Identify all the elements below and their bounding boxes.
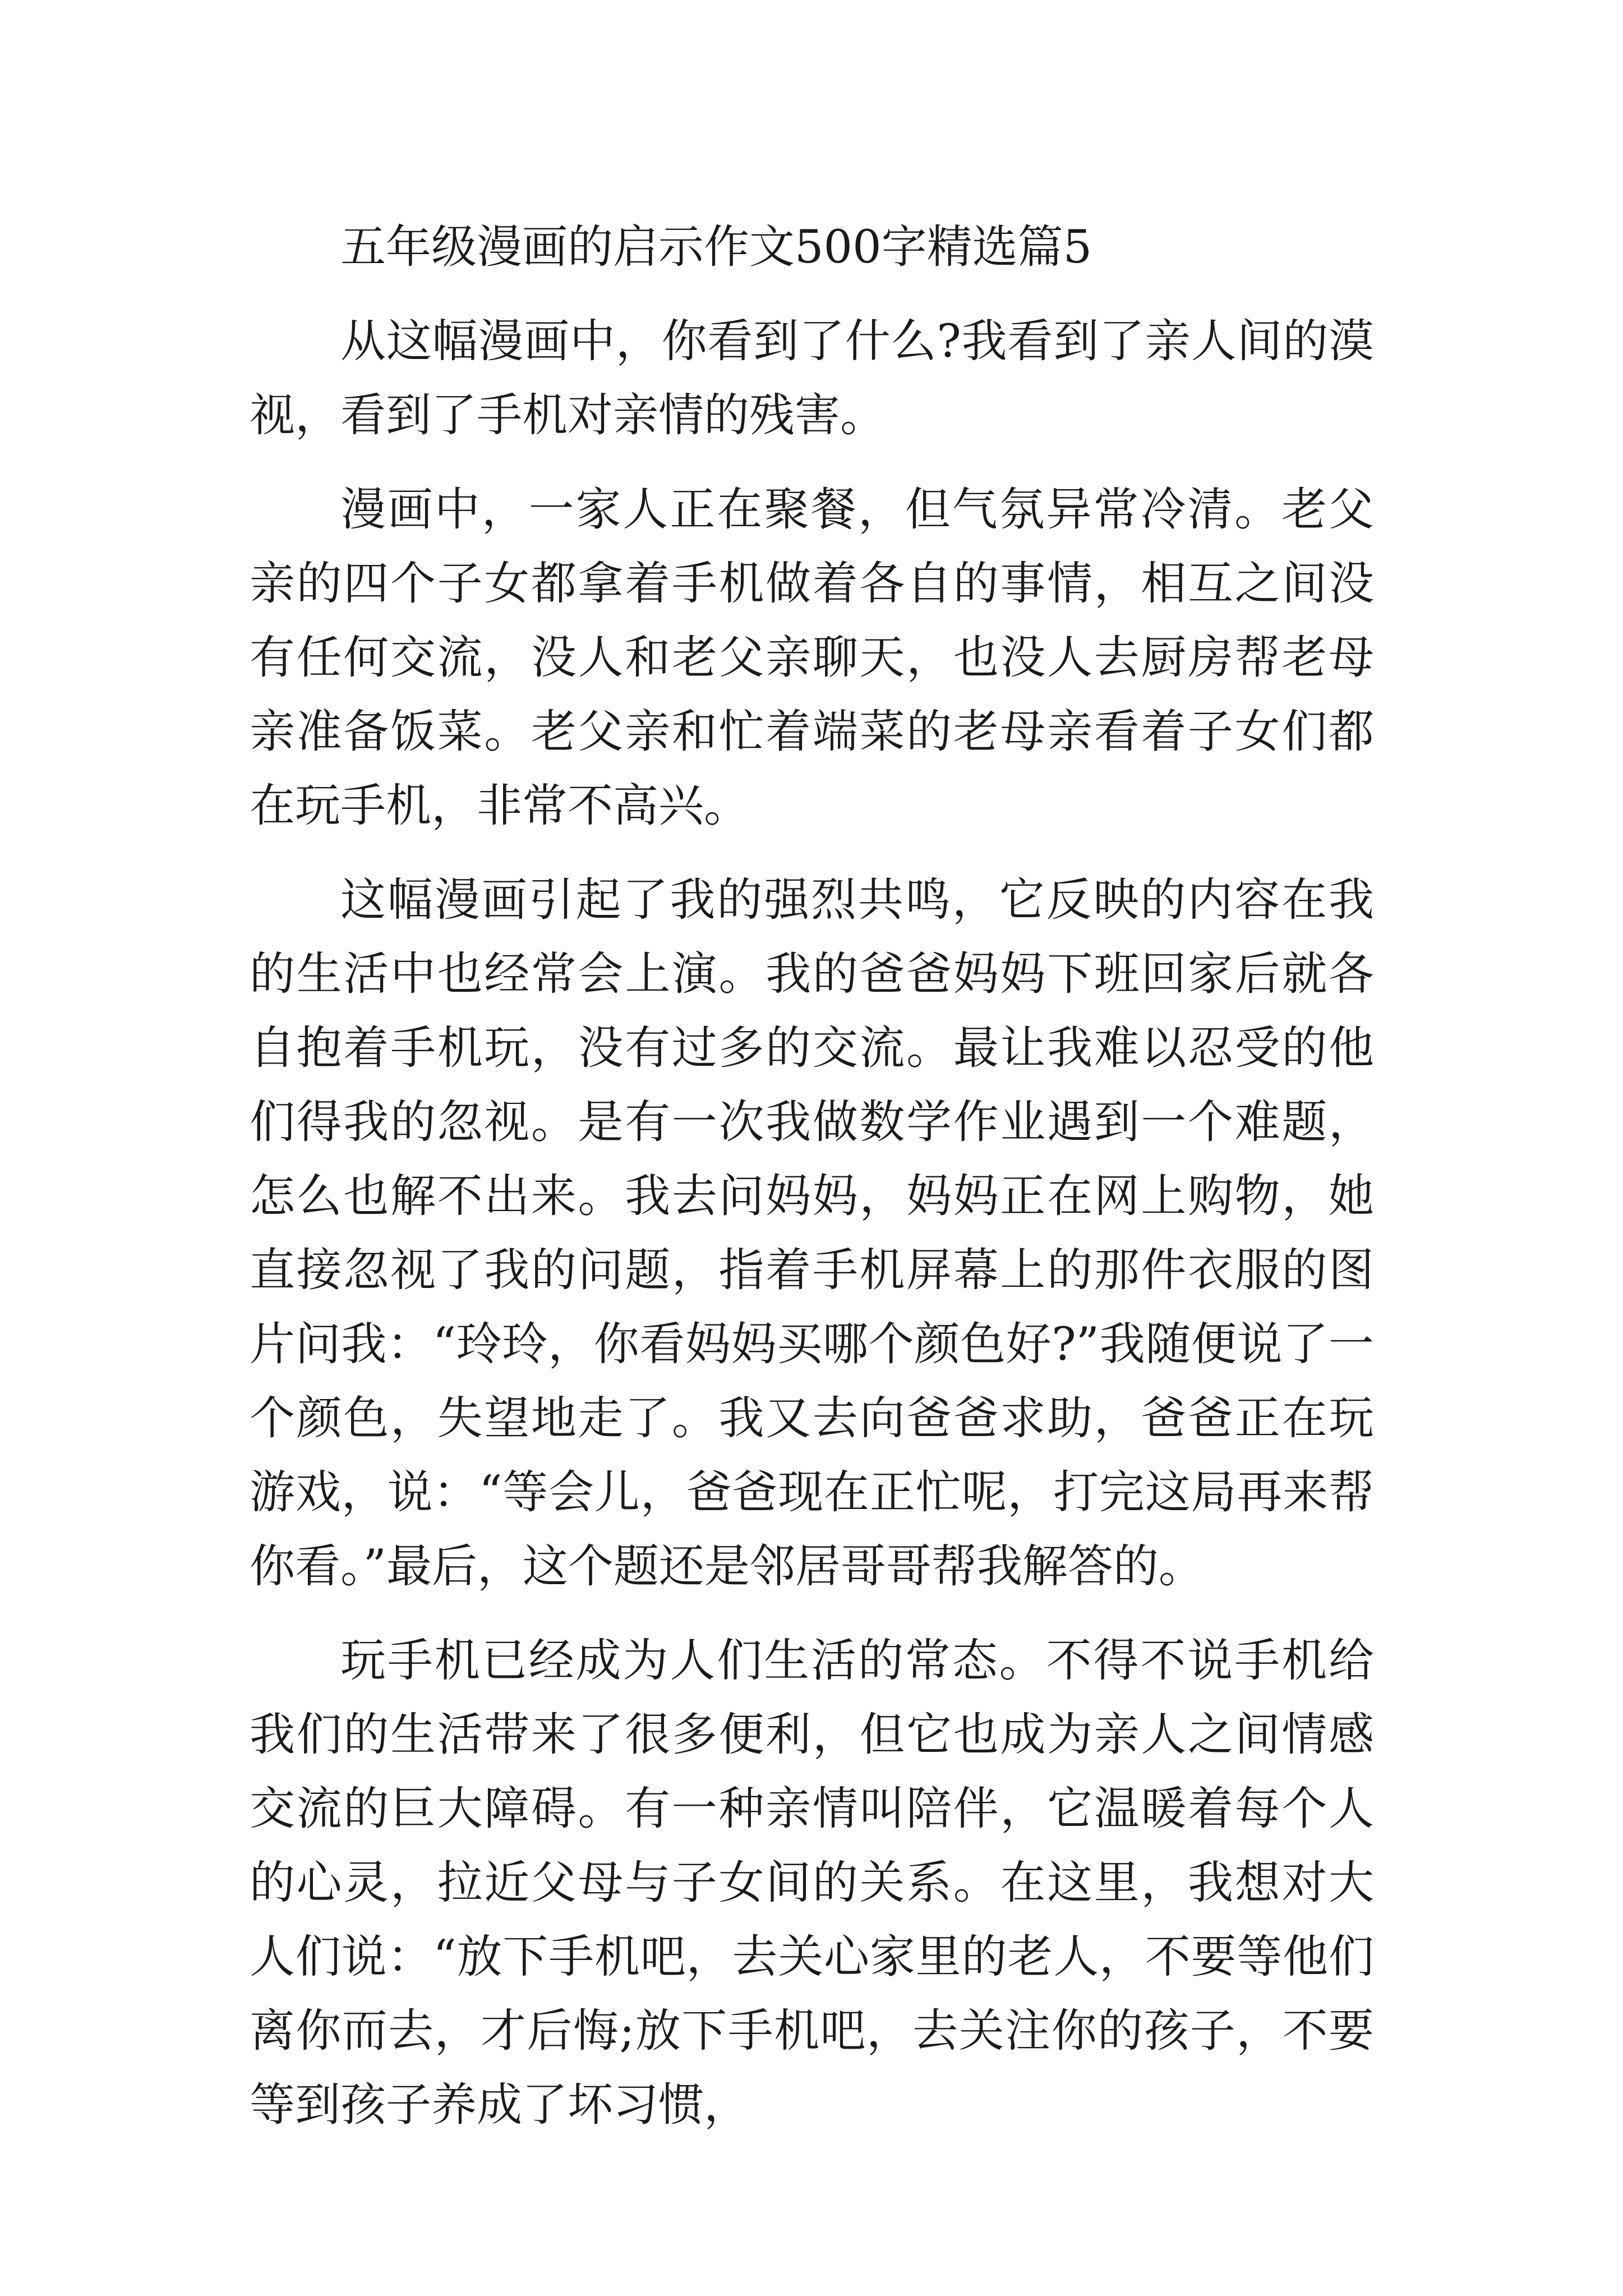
paragraph-1: 从这幅漫画中，你看到了什么?我看到了亲人间的漠视，看到了手机对亲情的残害。 [250,315,1374,442]
paragraph-3: 这幅漫画引起了我的强烈共鸣，它反映的内容在我的生活中也经常会上演。我的爸爸妈妈下班回家后就各自抱着手机玩，没有过多的交流。最让我难以忍受的他们得我的忽视。是有一次我做数学作业遇到一个难题，怎么也解不出来。我去问妈妈，妈妈正在网上购物，她直接忽视了我的问题，指着手机屏幕上的那件衣服的图片问我：“玲玲，你看妈妈买哪个颜色好?”我随便说了一个颜色，失望地走了。我又去向爸爸求助，爸爸正在玩游戏，说：“等会儿，爸爸现在正忙呢，打完这局再来帮你看。”最后，这个题还是邻居哥哥帮我解答的。 [250,874,1374,1593]
paragraph-4: 玩手机已经成为人们生活的常态。不得不说手机给我们的生活带来了很多便利，但它也成为亲人之间情感交流的巨大障碍。有一种亲情叫陪伴，它温暖着每个人的心灵，拉近父母与子女间的关系。在这里，我想对大人们说：“放下手机吧，去关心家里的老人，不要等他们离你而去，才后悔;放下手机吧，去关注你的孩子，不要等到孩子养成了坏习惯， [250,1635,1374,2132]
document-title: 五年级漫画的启示作文500字精选篇5 [340,221,1092,274]
paragraph-2: 漫画中，一家人正在聚餐，但气氛异常冷清。老父亲的四个子女都拿着手机做着各自的事情，相互之间没有任何交流，没人和老父亲聊天，也没人去厨房帮老母亲准备饭菜。老父亲和忙着端菜的老母亲看着子女们都在玩手机，非常不高兴。 [250,484,1374,832]
document-body [250,210,1374,2142]
